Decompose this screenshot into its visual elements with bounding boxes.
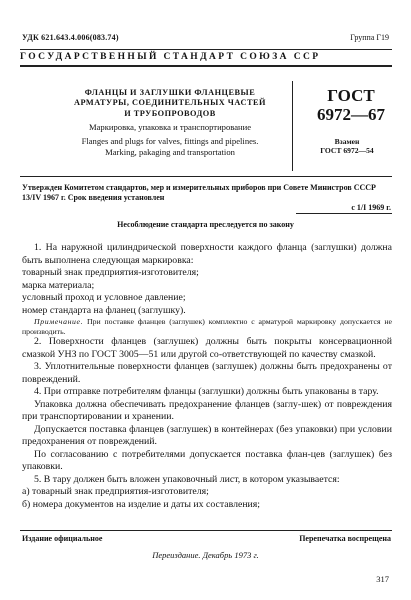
note-text: При поставке фланцев (заглушек) комплектно с арматурой маркировку допускается не производить. [22,317,392,336]
replaced-standard [301,137,393,155]
paragraph: Упаковка должна обеспечивать предохранение фланцев (заглу-шек) от повреждения при транспортировании и хранении. [22,398,392,423]
udc-code: УДК 621.643.4.006(083.74) [22,33,119,42]
standard-designation [301,86,401,124]
paragraph: 4. При отправке потребителям фланцы (заглушки) должны быть упакованы в тару. [34,386,379,398]
note-label: Примечание. [34,317,84,326]
reprint-prohibited: Перепечатка воспрещена [299,534,391,543]
paragraph: Допускается поставка фланцев (заглушек) в контейнерах (без упаковки) при условии предохранения от повреждений. [22,423,392,448]
paragraph: 2. Поверхности фланцев (заглушек) должны быть покрыты консервационной смазкой УНЗ по ГОСТ 3005—51 или другой со-ответствующей по качеству смазкой. [22,336,392,360]
reprint-edition: Переиздание. Декабрь 1973 г. [152,550,259,560]
title-line: ФЛАНЦЫ И ЗАГЛУШКИ ФЛАНЦЕВЫЕ [84,88,256,97]
standard-body-text [22,242,392,511]
state-standard-banner: ГОСУДАРСТВЕННЫЙ СТАНДАРТ СОЮЗА ССР [20,52,321,62]
footer-rule [20,530,392,531]
banner-rule-bottom [20,65,392,67]
list-item: условный проход и условное давление; [22,292,186,303]
effective-date: с 1/I 1969 г. [351,203,391,212]
note [22,317,392,336]
subtitle-russian: Маркировка, упаковка и транспортирование [88,122,252,133]
title-divider [292,81,293,171]
effective-rule [296,213,392,214]
page-number: 317 [376,574,389,584]
legal-notice: Несоблюдение стандарта преследуется по закону [117,220,294,229]
top-rule [20,49,392,50]
title-block [56,88,284,157]
gost-number: 6972—67 [317,105,385,124]
replaced-code: ГОСТ 6972—54 [320,146,374,155]
paragraph: 1. На наружной цилиндрической поверхности каждого фланца (заглушки) должна быть выполнена следующая маркировка: [22,242,392,266]
paragraph: По согласованию с потребителями допускается поставка флан-цев (заглушек) без упаковки. [22,448,392,473]
title-line: АРМАТУРЫ, СОЕДИНИТЕЛЬНЫХ ЧАСТЕЙ [73,98,266,108]
official-edition: Издание официальное [22,534,103,543]
list-item: товарный знак предприятия-изготовителя; [22,267,199,278]
title-line: И ТРУБОПРОВОДОВ [124,108,216,118]
header-bottom-rule [20,176,392,177]
paragraph: 5. В тару должен быть вложен упаковочный лист, в котором указывается: [34,473,340,485]
approval-statement: Утвержден Комитетом стандартов, мер и измерительных приборов при Совете Министров СССР 13/IV 1967 г. Срок введения установлен [22,183,376,202]
paragraph: 3. Уплотнительные поверхности фланцев (заглушек) должны быть предохранены от повреждений. [22,361,392,385]
list-item: б) номера документов на изделие и даты их составления; [22,498,261,510]
subtitle-english-line: Flanges and plugs for valves, fittings and pipelines. [81,136,259,147]
group-code: Группа Г19 [350,33,389,42]
gost-label: ГОСТ [327,86,375,105]
list-item: марка материала; [22,279,95,291]
subtitle-english-line: Marking, pakaging and transportation [105,146,235,157]
replaced-label: Взамен [334,137,360,146]
list-item: а) товарный знак предприятия-изготовителя; [22,486,209,498]
list-item: номер стандарта на фланец (заглушку). [22,304,186,316]
